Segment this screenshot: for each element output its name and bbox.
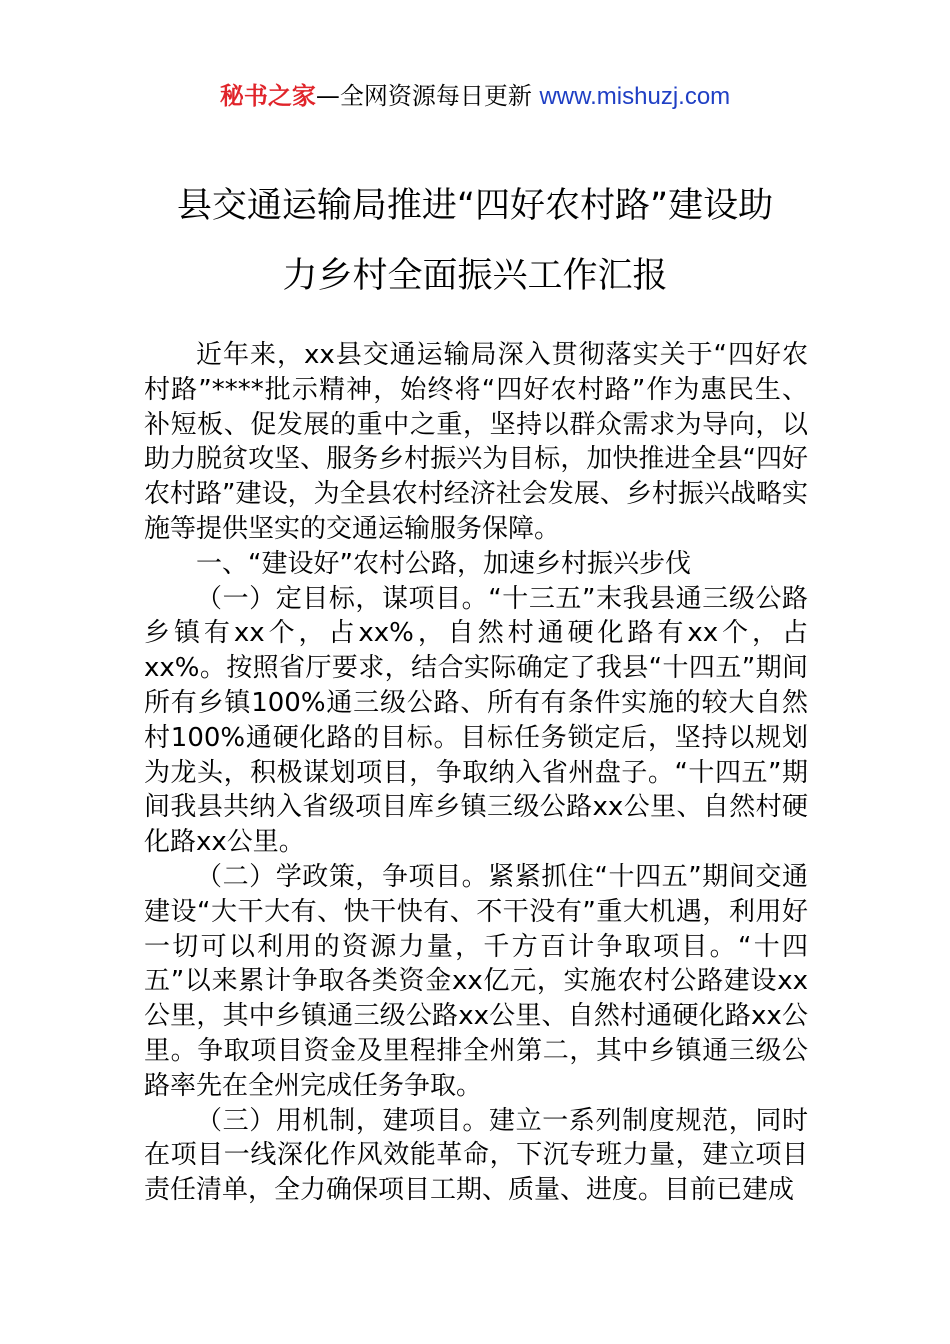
- section-1-heading: 一、“建设好”农村公路，加速乡村振兴步伐: [196, 548, 691, 579]
- subsection-3-paragraph: （三）用机制，建项目。建立一系列制度规范，同时在项目一线深化作风效能革命，下沉专班力量，建立项目责任清单，全力确保项目工期、质量、进度。目前已建成: [144, 1105, 808, 1206]
- site-url-link[interactable]: www.mishuzj.com: [539, 83, 731, 110]
- document-body: [144, 338, 808, 1208]
- site-header: [0, 80, 950, 113]
- document-title-line-1: 县交通运输局推进“四好农村路”建设助: [176, 186, 774, 226]
- intro-paragraph: 近年来，xx县交通运输局深入贯彻落实关于“四好农村路”****批示精神，始终将“四好农村路”作为惠民生、补短板、促发展的重中之重，坚持以群众需求为导向，以助力脱贫攻坚、服务乡村振兴为目标，加快推进全县“四好农村路”建设，为全县农村经济社会发展、乡村振兴战略实施等提供坚实的交通运输服务保障。: [144, 340, 808, 544]
- brand-name: 秘书之家: [219, 82, 316, 110]
- subsection-2-paragraph: （二）学政策，争项目。紧紧抓住“十四五”期间交通建设“大干大有、快干快有、不干没有”重大机遇，利用好一切可以利用的资源力量，千方百计争取项目。“十四五”以来累计争取各类资金xx亿元，实施农村公路建设xx公里，其中乡镇通三级公路xx公里、自然村通硬化路xx公里。争取项目资金及里程排全州第二，其中乡镇通三级公路率先在全州完成任务争取。: [144, 861, 808, 1101]
- site-slogan: —全网资源每日更新: [315, 82, 532, 110]
- subsection-1-paragraph: （一）定目标，谋项目。“十三五”末我县通三级公路乡镇有xx个，占xx%，自然村通硬化路有xx个，占xx%。按照省厅要求，结合实际确定了我县“十四五”期间所有乡镇100%通三级公路、所有有条件实施的较大自然村100%通硬化路的目标。目标任务锁定后，坚持以规划为龙头，积极谋划项目，争取纳入省州盘子。“十四五”期间我县共纳入省级项目库乡镇三级公路xx公里、自然村硬化路xx公里。: [144, 583, 808, 858]
- document-title-line-2: 力乡村全面振兴工作汇报: [282, 256, 668, 296]
